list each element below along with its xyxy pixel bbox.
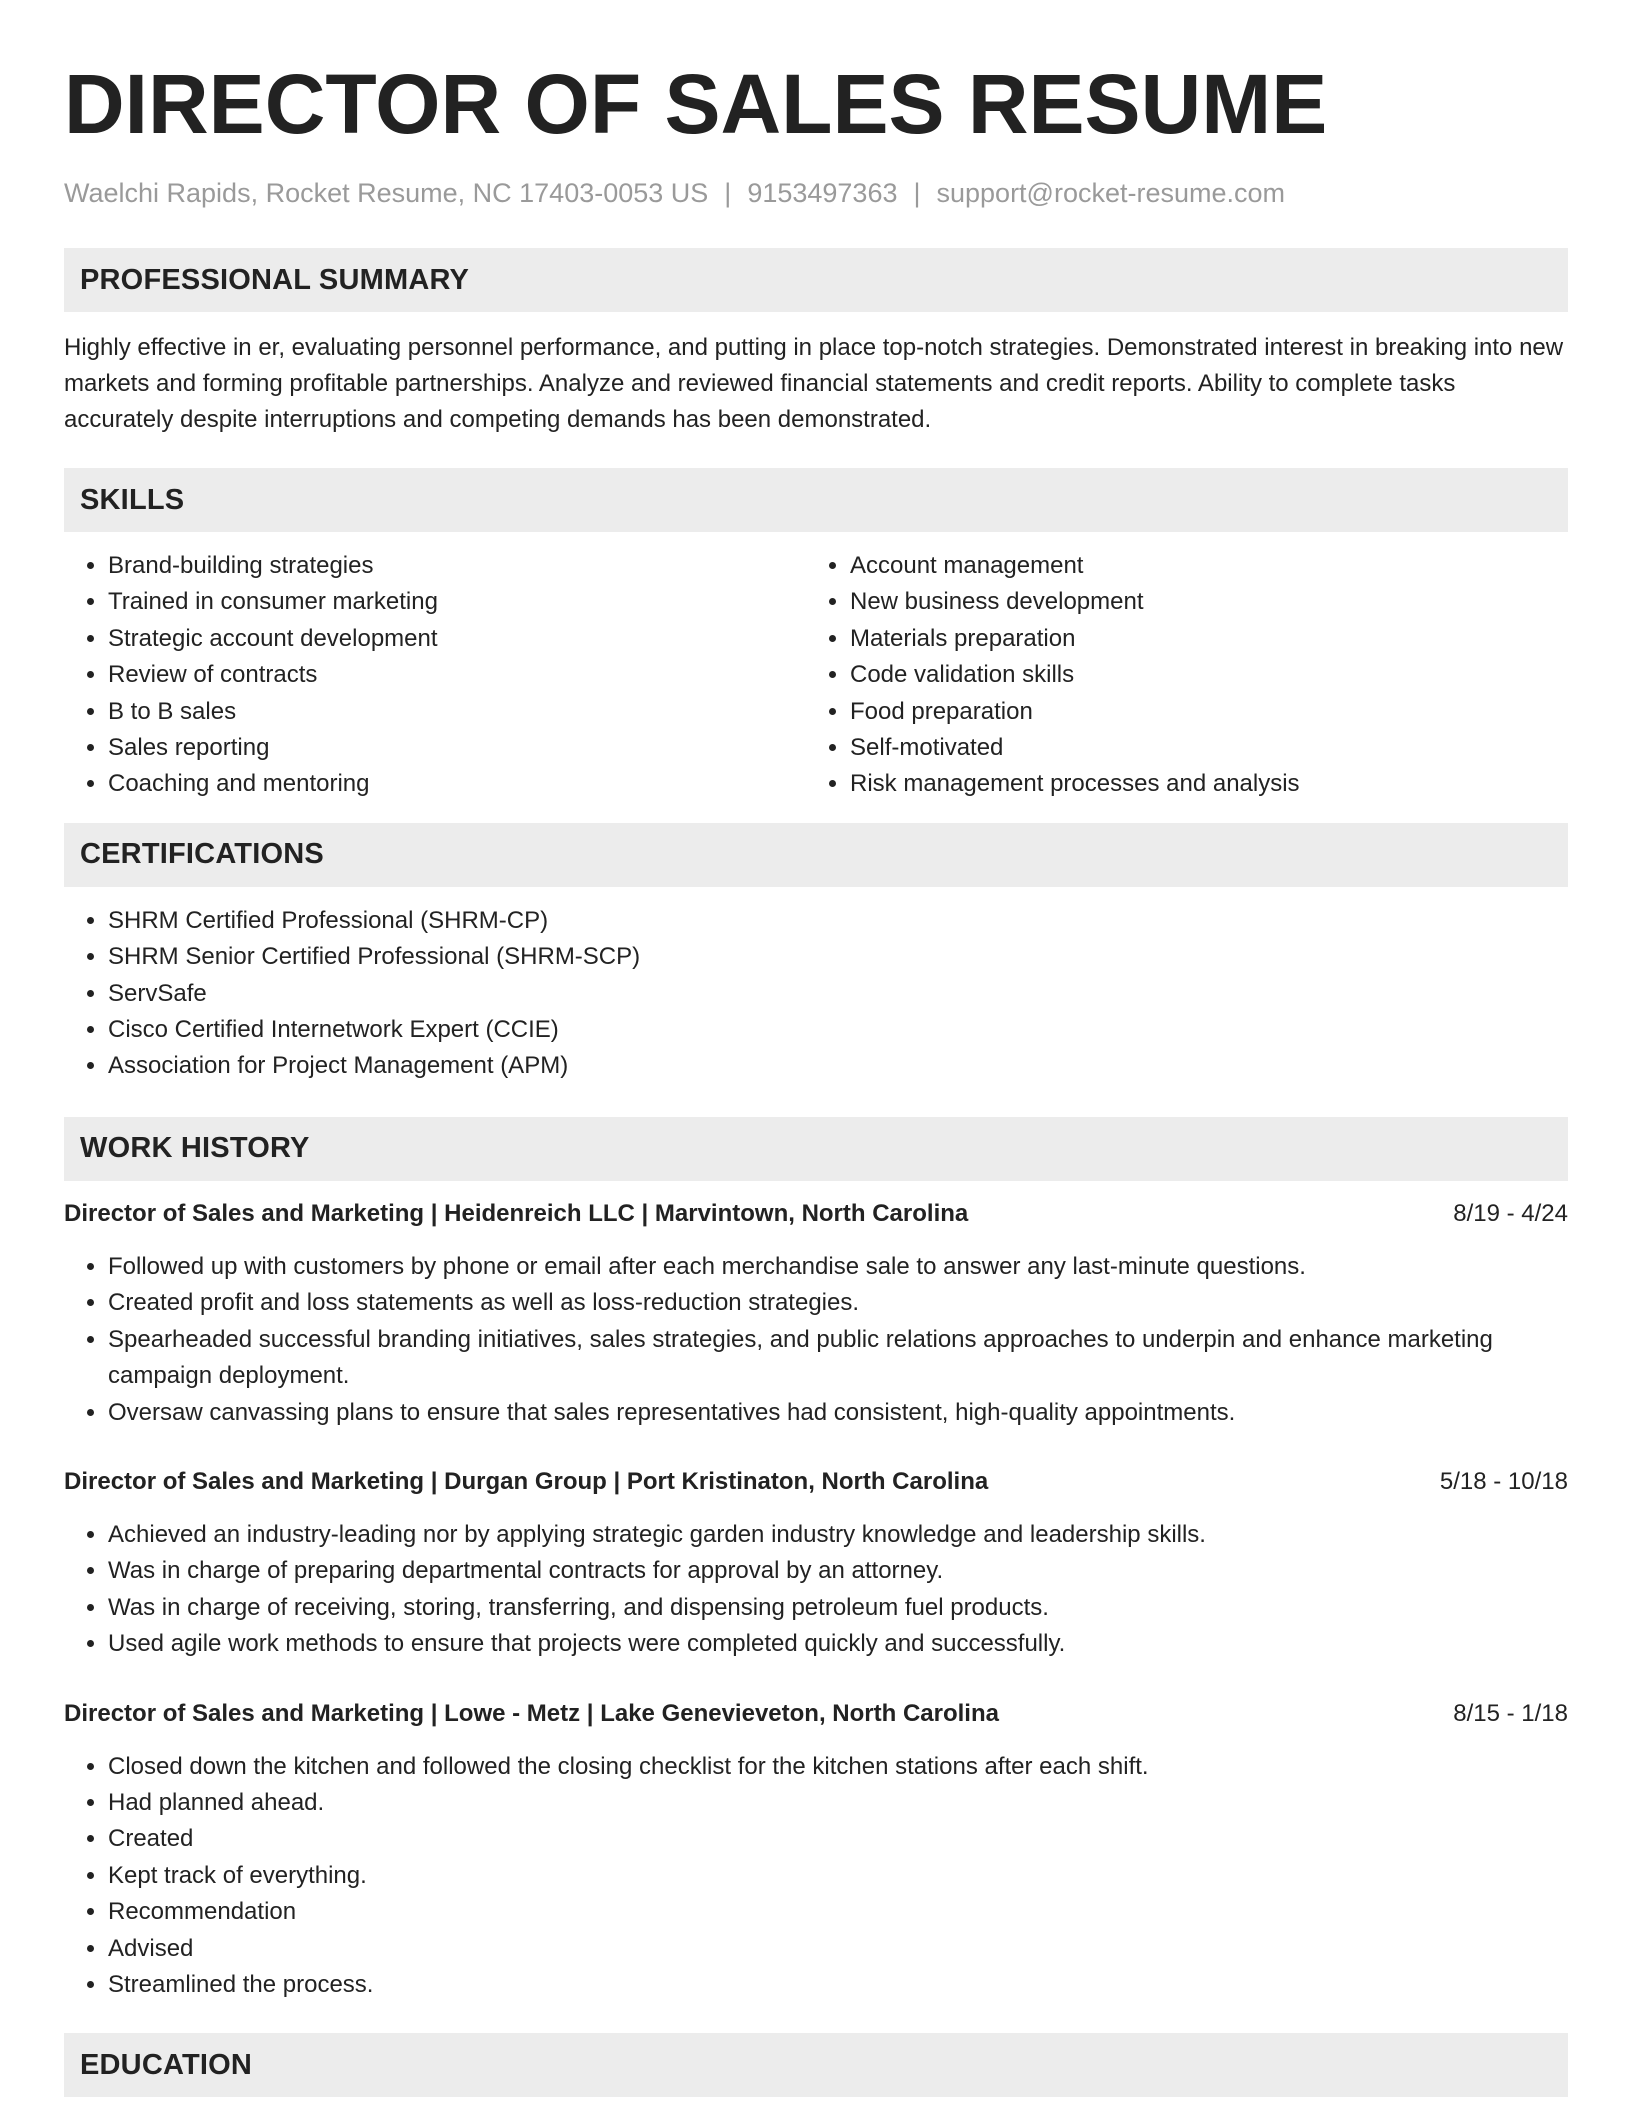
- list-item: • SHRM Certified Professional (SHRM-CP): [108, 903, 1568, 939]
- job-entry: [64, 1697, 1568, 2004]
- list-item: • Was in charge of receiving, storing, transferring, and dispensing petroleum fuel products.: [108, 1590, 1568, 1626]
- list-item: • Sales reporting: [108, 730, 806, 766]
- list-item: • Had planned ahead.: [108, 1785, 1568, 1821]
- list-item: • Cisco Certified Internetwork Expert (CCIE): [108, 1012, 1568, 1048]
- contact-line: [64, 176, 1568, 210]
- job-title: Director of Sales and Marketing | Lowe - Metz | Lake Genevieveton, North Carolina: [64, 1699, 999, 1727]
- job-bullets: [64, 1249, 1568, 1431]
- work-heading: WORK HISTORY: [64, 1117, 1568, 1181]
- job-dates: 8/15 - 1/18: [1453, 1699, 1568, 1727]
- work-section: [64, 1117, 1568, 2004]
- list-item: • SHRM Senior Certified Professional (SHRM-SCP): [108, 939, 1568, 975]
- job-bullets: [64, 1517, 1568, 1663]
- skills-section: [64, 468, 1568, 803]
- list-item: • Advised: [108, 1931, 1568, 1967]
- list-item: • Created: [108, 1821, 1568, 1857]
- summary-section: [64, 248, 1568, 438]
- skills-list-left: [64, 548, 806, 803]
- list-item: • Was in charge of preparing departmental contracts for approval by an attorney.: [108, 1553, 1568, 1589]
- certifications-heading: CERTIFICATIONS: [64, 823, 1568, 887]
- list-item: • Followed up with customers by phone or email after each merchandise sale to answer any last-minute questions.: [108, 1249, 1568, 1285]
- list-item: • Review of contracts: [108, 657, 806, 693]
- list-item: • Created profit and loss statements as well as loss-reduction strategies.: [108, 1285, 1568, 1321]
- list-item: • B to B sales: [108, 694, 806, 730]
- list-item: • Account management: [850, 548, 1548, 584]
- certifications-section: [64, 823, 1568, 1085]
- contact-email: support@rocket-resume.com: [936, 178, 1286, 208]
- list-item: • Trained in consumer marketing: [108, 584, 806, 620]
- job-dates: 8/19 - 4/24: [1453, 1199, 1568, 1227]
- skills-column-right: [806, 548, 1548, 803]
- skills-grid: [64, 548, 1568, 803]
- education-section: [64, 2033, 1568, 2097]
- list-item: • Streamlined the process.: [108, 1967, 1568, 2003]
- summary-heading: PROFESSIONAL SUMMARY: [64, 248, 1568, 312]
- skills-column-left: [64, 548, 806, 803]
- list-item: • Risk management processes and analysis: [850, 766, 1548, 802]
- list-item: • Brand-building strategies: [108, 548, 806, 584]
- certifications-list: [64, 903, 1568, 1085]
- job-bullets: [64, 1749, 1568, 2004]
- list-item: • Kept track of everything.: [108, 1858, 1568, 1894]
- list-item: • Association for Project Management (APM): [108, 1048, 1568, 1084]
- summary-text: Highly effective in er, evaluating personnel performance, and putting in place top-notch strategies. Demonstrated interest in breaking into new markets and forming profitable partnerships. Analyze and reviewed financial statements and credit reports. Ability to complete tasks accurately despite interruptions and competing demands has been demonstrated.: [64, 334, 1564, 433]
- list-item: • Coaching and mentoring: [108, 766, 806, 802]
- job-header: [64, 1465, 1568, 1499]
- contact-phone: 9153497363: [747, 178, 898, 208]
- list-item: • Materials preparation: [850, 621, 1548, 657]
- list-item: • Used agile work methods to ensure that projects were completed quickly and successfully.: [108, 1626, 1568, 1662]
- job-dates: 5/18 - 10/18: [1439, 1467, 1568, 1495]
- list-item: • Strategic account development: [108, 621, 806, 657]
- contact-separator: |: [724, 178, 732, 208]
- list-item: • New business development: [850, 584, 1548, 620]
- list-item: • ServSafe: [108, 976, 1568, 1012]
- resume-title: DIRECTOR OF SALES RESUME: [64, 57, 1328, 151]
- contact-separator: |: [913, 178, 921, 208]
- list-item: • Achieved an industry-leading nor by applying strategic garden industry knowledge and leadership skills.: [108, 1517, 1568, 1553]
- list-item: • Recommendation: [108, 1894, 1568, 1930]
- job-title: Director of Sales and Marketing | Durgan Group | Port Kristinaton, North Carolina: [64, 1467, 989, 1495]
- list-item: • Self-motivated: [850, 730, 1548, 766]
- job-header: [64, 1697, 1568, 1731]
- job-entry: [64, 1197, 1568, 1431]
- list-item: • Food preparation: [850, 694, 1548, 730]
- skills-list-right: [806, 548, 1548, 803]
- list-item: • Spearheaded successful branding initiatives, sales strategies, and public relations approaches to underpin and enhance marketing campaign deployment.: [108, 1322, 1568, 1395]
- contact-address: Waelchi Rapids, Rocket Resume, NC 17403-0053 US: [64, 178, 709, 208]
- list-item: • Code validation skills: [850, 657, 1548, 693]
- job-title: Director of Sales and Marketing | Heidenreich LLC | Marvintown, North Carolina: [64, 1199, 969, 1227]
- education-heading: EDUCATION: [64, 2033, 1568, 2097]
- list-item: • Oversaw canvassing plans to ensure that sales representatives had consistent, high-quality appointments.: [108, 1395, 1568, 1431]
- job-entry: [64, 1465, 1568, 1663]
- skills-heading: SKILLS: [64, 468, 1568, 532]
- job-header: [64, 1197, 1568, 1231]
- list-item: • Closed down the kitchen and followed the closing checklist for the kitchen stations after each shift.: [108, 1749, 1568, 1785]
